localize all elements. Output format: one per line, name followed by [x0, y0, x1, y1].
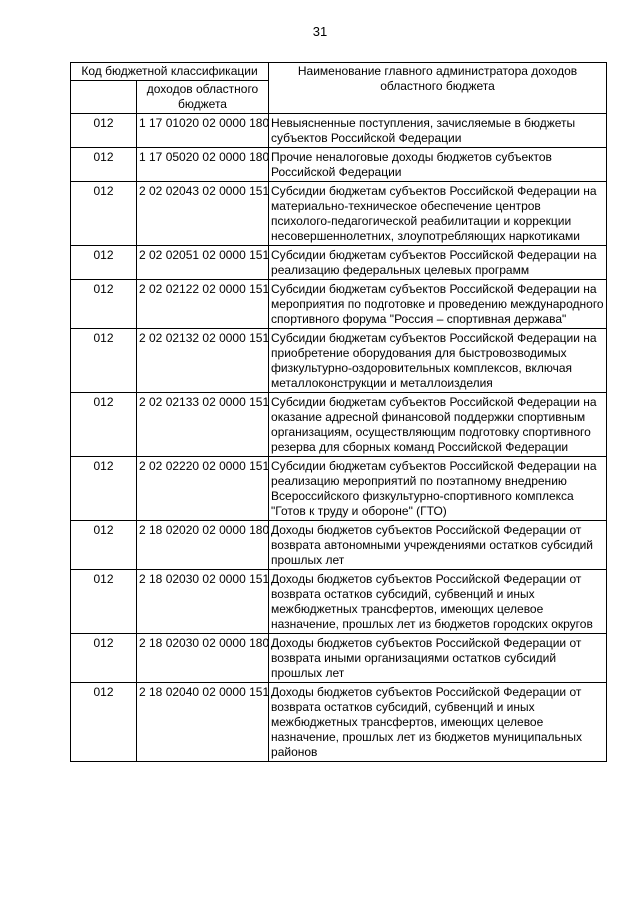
admin-code-cell: 012 [71, 114, 137, 148]
table-body [71, 114, 607, 762]
admin-code-cell: 012 [71, 329, 137, 393]
budget-code-cell: 2 02 02051 02 0000 151 [137, 246, 269, 280]
header-admin-blank [71, 81, 137, 114]
income-name-cell: Доходы бюджетов субъектов Российской Федерации от возврата остатков субсидий, субвенций и иных межбюджетных трансфертов, имеющих целевое назначение, прошлых лет из бюджетов городских округов [269, 570, 607, 634]
budget-code-cell: 2 02 02132 02 0000 151 [137, 329, 269, 393]
income-name-cell: Доходы бюджетов субъектов Российской Федерации от возврата остатков субсидий, субвенций и иных межбюджетных трансфертов, имеющих целевое назначение, прошлых лет из бюджетов муниципальных районов [269, 683, 607, 762]
table-row [71, 634, 607, 683]
income-name-cell: Субсидии бюджетам субъектов Российской Федерации на мероприятия по подготовке и проведению международного спортивного форума "Россия – спортивная держава" [269, 280, 607, 329]
header-classification-code: Код бюджетной классификации [71, 63, 269, 81]
budget-code-cell: 2 18 02020 02 0000 180 [137, 521, 269, 570]
table-row [71, 329, 607, 393]
income-name-cell: Прочие неналоговые доходы бюджетов субъектов Российской Федерации [269, 148, 607, 182]
admin-code-cell: 012 [71, 246, 137, 280]
admin-code-cell: 012 [71, 683, 137, 762]
budget-code-cell: 2 02 02220 02 0000 151 [137, 457, 269, 521]
table-row [71, 114, 607, 148]
income-name-cell: Субсидии бюджетам субъектов Российской Федерации на реализацию федеральных целевых программ [269, 246, 607, 280]
admin-code-cell: 012 [71, 393, 137, 457]
budget-code-cell: 2 02 02122 02 0000 151 [137, 280, 269, 329]
admin-code-cell: 012 [71, 148, 137, 182]
admin-code-cell: 012 [71, 280, 137, 329]
budget-code-cell: 2 02 02133 02 0000 151 [137, 393, 269, 457]
budget-code-cell: 2 18 02030 02 0000 180 [137, 634, 269, 683]
page-number: 31 [312, 24, 328, 39]
table-row [71, 246, 607, 280]
admin-code-cell: 012 [71, 182, 137, 246]
budget-classification-table [70, 62, 607, 762]
admin-code-cell: 012 [71, 521, 137, 570]
income-name-cell: Доходы бюджетов субъектов Российской Федерации от возврата автономными учреждениями остатков субсидий прошлых лет [269, 521, 607, 570]
income-name-cell: Невыясненные поступления, зачисляемые в бюджеты субъектов Российской Федерации [269, 114, 607, 148]
table-row [71, 683, 607, 762]
table-row [71, 570, 607, 634]
table-header [71, 63, 607, 114]
table-row [71, 521, 607, 570]
budget-code-cell: 1 17 05020 02 0000 180 [137, 148, 269, 182]
table-row [71, 280, 607, 329]
budget-code-cell: 2 18 02030 02 0000 151 [137, 570, 269, 634]
table-row [71, 457, 607, 521]
budget-code-cell: 1 17 01020 02 0000 180 [137, 114, 269, 148]
income-name-cell: Субсидии бюджетам субъектов Российской Федерации на приобретение оборудования для быстровозводимых физкультурно-оздоровительных комплексов, включая металлоконструкции и металлоизделия [269, 329, 607, 393]
admin-code-cell: 012 [71, 634, 137, 683]
income-name-cell: Субсидии бюджетам субъектов Российской Федерации на материально-техническое обеспечение центров психолого-педагогической реабилитации и коррекции несовершеннолетних, злоупотребляющих наркотиками [269, 182, 607, 246]
income-name-cell: Субсидии бюджетам субъектов Российской Федерации на реализацию мероприятий по поэтапному внедрению Всероссийского физкультурно-спортивного комплекса "Готов к труду и обороне" (ГТО) [269, 457, 607, 521]
admin-code-cell: 012 [71, 457, 137, 521]
table-row [71, 148, 607, 182]
table-row [71, 182, 607, 246]
budget-code-cell: 2 02 02043 02 0000 151 [137, 182, 269, 246]
table-row [71, 393, 607, 457]
header-administrator-name: Наименование главного администратора доходов областного бюджета [269, 63, 607, 114]
income-name-cell: Доходы бюджетов субъектов Российской Федерации от возврата иными организациями остатков субсидий прошлых лет [269, 634, 607, 683]
income-name-cell: Субсидии бюджетам субъектов Российской Федерации на оказание адресной финансовой поддержки спортивным организациям, осуществляющим подготовку спортивного резерва для сборных команд Российской Федерации [269, 393, 607, 457]
budget-code-cell: 2 18 02040 02 0000 151 [137, 683, 269, 762]
admin-code-cell: 012 [71, 570, 137, 634]
header-regional-income: доходов областного бюджета [137, 81, 269, 114]
